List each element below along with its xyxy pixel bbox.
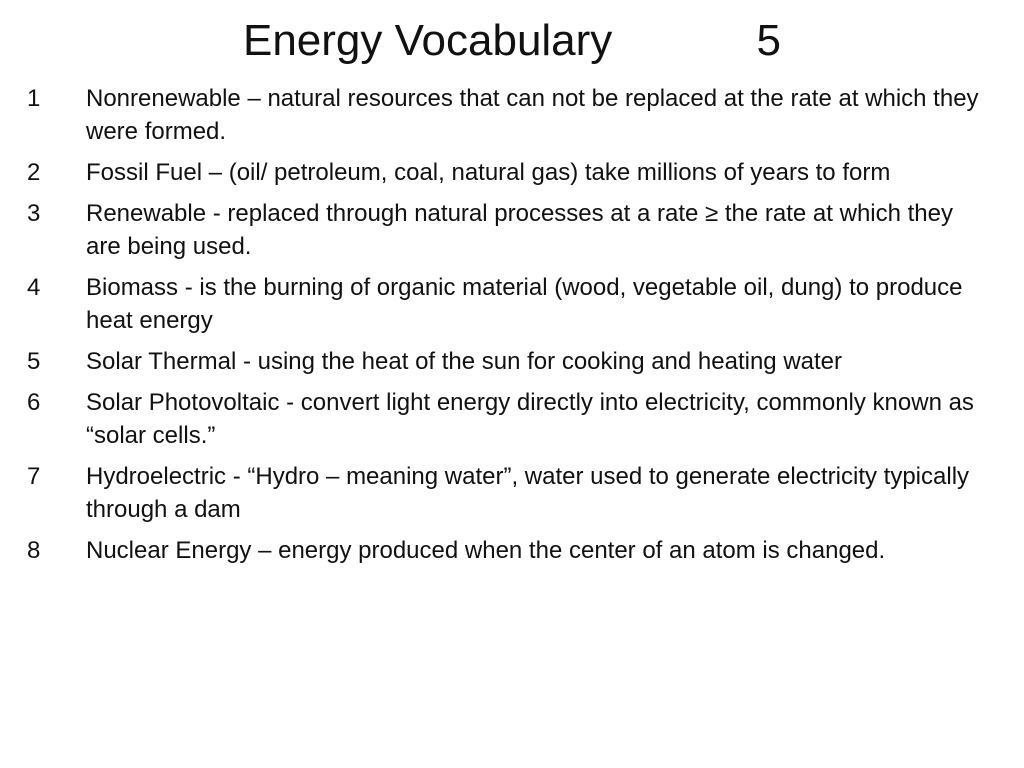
item-definition: Solar Photovoltaic - convert light energy directly into electricity, commonly known as “solar cells.” [86, 389, 974, 449]
item-definition: Fossil Fuel – (oil/ petroleum, coal, natural gas) take millions of years to form [86, 159, 891, 186]
item-definition: Nuclear Energy – energy produced when the center of an atom is changed. [86, 537, 886, 564]
item-number: 8 [27, 537, 41, 564]
item-number: 2 [27, 159, 41, 186]
item-definition: Renewable - replaced through natural processes at a rate ≥ the rate at which they are being used. [86, 200, 953, 260]
vocabulary-item-3 [24, 197, 994, 263]
item-number: 6 [27, 389, 41, 416]
item-definition: Hydroelectric - “Hydro – meaning water”, water used to generate electricity typically through a dam [86, 463, 970, 523]
vocabulary-item-2 [24, 156, 994, 189]
vocabulary-list [24, 82, 994, 575]
item-definition: Solar Thermal - using the heat of the sun for cooking and heating water [86, 348, 843, 375]
slide-number: 5 [756, 16, 782, 65]
item-number: 4 [27, 274, 41, 301]
vocabulary-item-8 [24, 534, 994, 567]
item-number: 5 [27, 348, 41, 375]
vocabulary-item-7 [24, 460, 994, 526]
item-number: 1 [27, 85, 41, 112]
item-definition: Biomass - is the burning of organic material (wood, vegetable oil, dung) to produce heat energy [86, 274, 963, 334]
vocabulary-item-6 [24, 386, 994, 452]
item-number: 3 [27, 200, 41, 227]
slide-title: Energy Vocabulary [242, 16, 613, 65]
vocabulary-item-1 [24, 82, 994, 148]
item-number: 7 [27, 463, 41, 490]
vocabulary-item-5 [24, 345, 994, 378]
slide-title-row [0, 10, 1024, 72]
vocabulary-item-4 [24, 271, 994, 337]
item-definition: Nonrenewable – natural resources that can not be replaced at the rate at which they were formed. [86, 85, 979, 145]
